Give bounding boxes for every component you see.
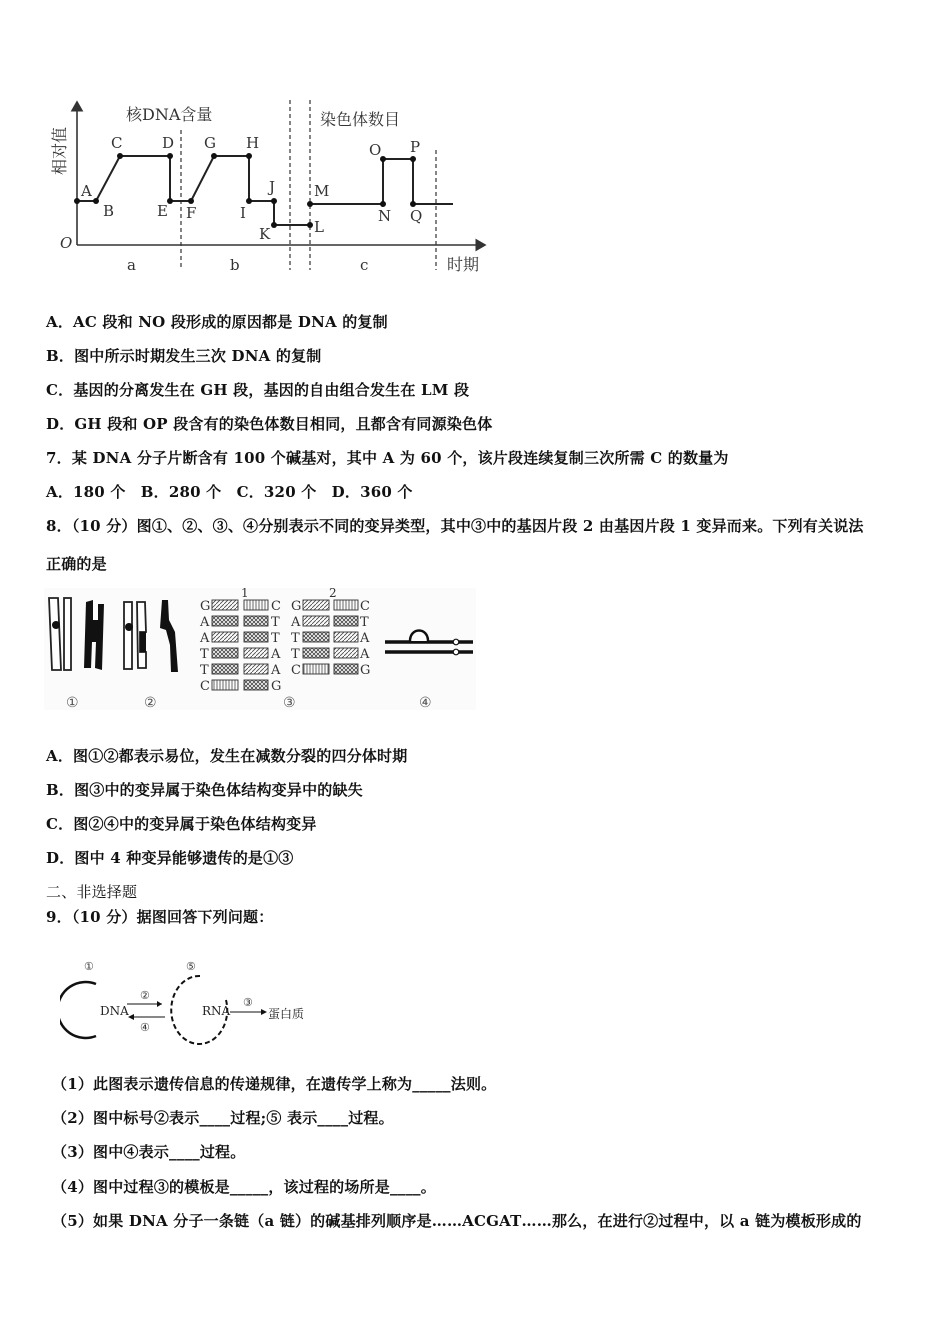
fig-label-3: ③	[283, 695, 296, 711]
segment-1-label: 1	[241, 586, 249, 600]
q6-option-b: B．图中所示时期发生三次 DNA 的复制	[46, 347, 322, 365]
period-label-a: a	[127, 256, 136, 274]
q7-stem: 7．某 DNA 分子片断含有 100 个碱基对，其中 A 为 60 个，该片段连续复制三次所需 C 的数量为	[46, 449, 729, 467]
point-label-D: D	[162, 134, 175, 152]
seg2-left-base: G	[291, 599, 302, 614]
fig-label-2: ②	[144, 695, 157, 711]
q9-sub-4: （4）图中过程③的模板是_____，该过程的场所是____。	[52, 1178, 436, 1196]
seg2-right-base: C	[360, 599, 370, 614]
q8-option-a: A．图①②都表示易位，发生在减数分裂的四分体时期	[46, 747, 408, 765]
point-label-M: M	[314, 182, 330, 200]
fig-label-4: ④	[419, 695, 432, 711]
point-label-E: E	[157, 202, 168, 220]
period-label-c: c	[360, 256, 369, 274]
point-label-O: O	[369, 141, 382, 159]
point-label-C: C	[111, 134, 123, 152]
seg1-left-base: A	[200, 615, 210, 630]
point-label-K: K	[259, 225, 271, 243]
seg1-right-base: G	[271, 679, 282, 694]
q6-option-c: C．基因的分离发生在 GH 段，基因的自由组合发生在 LM 段	[46, 381, 470, 399]
q8-stem: 8．（10 分）图①、②、③、④分别表示不同的变异类型，其中③中的基因片段 2 由基因片段 1 变异而来。下列有关说法	[46, 517, 864, 535]
y-axis-label: 相对值	[50, 126, 69, 175]
dna-content-label: 核DNA含量	[126, 105, 213, 124]
label-2: ②	[140, 989, 150, 1002]
point-label-P: P	[410, 138, 421, 156]
label-5: ⑤	[186, 960, 196, 973]
label-1: ①	[84, 960, 94, 973]
seg2-right-base: T	[360, 615, 369, 630]
point-label-I: I	[240, 204, 246, 222]
seg1-left-base: T	[200, 647, 209, 662]
point-label-L: L	[314, 218, 324, 236]
seg1-left-base: T	[200, 663, 209, 678]
q8-stem-continued: 正确的是	[46, 555, 107, 573]
seg2-right-base: A	[360, 631, 370, 646]
fig-label-1: ①	[66, 695, 79, 711]
chromosome-number-label: 染色体数目	[320, 110, 401, 129]
seg1-right-base: T	[271, 615, 280, 630]
point-label-Q: Q	[410, 207, 423, 225]
section-heading: 二、非选择题	[46, 883, 138, 901]
seg1-right-base: C	[271, 599, 281, 614]
origin-label: O	[60, 234, 73, 252]
label-3: ③	[243, 996, 253, 1009]
point-label-A: A	[81, 182, 92, 200]
q6-option-d: D．GH 段和 OP 段含有的染色体数目相同，且都含有同源染色体	[46, 415, 493, 433]
point-label-F: F	[186, 204, 197, 222]
seg2-right-base: G	[360, 663, 371, 678]
point-label-B: B	[103, 202, 115, 220]
dna-label: DNA	[100, 1004, 129, 1018]
seg2-right-base: A	[360, 647, 370, 662]
segment-2-label: 2	[329, 586, 337, 600]
seg2-left-base: T	[291, 631, 300, 646]
replication-arc	[60, 982, 96, 1038]
q9-sub-5: （5）如果 DNA 分子一条链（a 链）的碱基排列顺序是……ACGAT……那么，在进行②过程中，以 a 链为模板形成的	[52, 1212, 862, 1230]
q8-option-c: C．图②④中的变异属于染色体结构变异	[46, 815, 317, 833]
q9-sub-3: （3）图中④表示____过程。	[52, 1143, 246, 1161]
point-label-H: H	[246, 134, 260, 152]
period-label-b: b	[230, 256, 240, 274]
protein-label: 蛋白质	[268, 1007, 305, 1021]
q6-dna-chromosome-graph	[40, 95, 500, 280]
seg1-right-base: A	[271, 647, 281, 662]
q8-variation-figure	[40, 583, 480, 713]
rna-label: RNA	[202, 1004, 231, 1018]
seg1-left-base: G	[200, 599, 211, 614]
q9-sub-2: （2）图中标号②表示____过程;⑤ 表示____过程。	[52, 1109, 394, 1127]
label-4: ④	[140, 1021, 150, 1034]
x-axis-label: 时期	[447, 255, 480, 274]
point-label-N: N	[378, 207, 392, 225]
chromosome-curve	[310, 159, 453, 204]
seg2-left-base: T	[291, 647, 300, 662]
q9-sub-1: （1）此图表示遗传信息的传递规律，在遗传学上称为_____法则。	[52, 1075, 497, 1093]
q9-stem: 9．（10 分）据图回答下列问题：	[46, 908, 274, 926]
q8-option-d: D．图中 4 种变异能够遗传的是①③	[46, 849, 294, 867]
q7-options: A．180 个 B．280 个 C．320 个 D．360 个	[46, 483, 413, 501]
q8-option-b: B．图③中的变异属于染色体结构变异中的缺失	[46, 781, 363, 799]
seg1-right-base: A	[271, 663, 281, 678]
central-dogma-figure	[60, 955, 320, 1045]
seg1-left-base: C	[200, 679, 210, 694]
seg2-left-base: C	[291, 663, 301, 678]
seg2-left-base: A	[291, 615, 301, 630]
q6-option-a: A．AC 段和 NO 段形成的原因都是 DNA 的复制	[46, 313, 388, 331]
point-label-J: J	[269, 178, 276, 196]
seg1-left-base: A	[200, 631, 210, 646]
seg1-right-base: T	[271, 631, 280, 646]
point-label-G: G	[204, 134, 216, 152]
